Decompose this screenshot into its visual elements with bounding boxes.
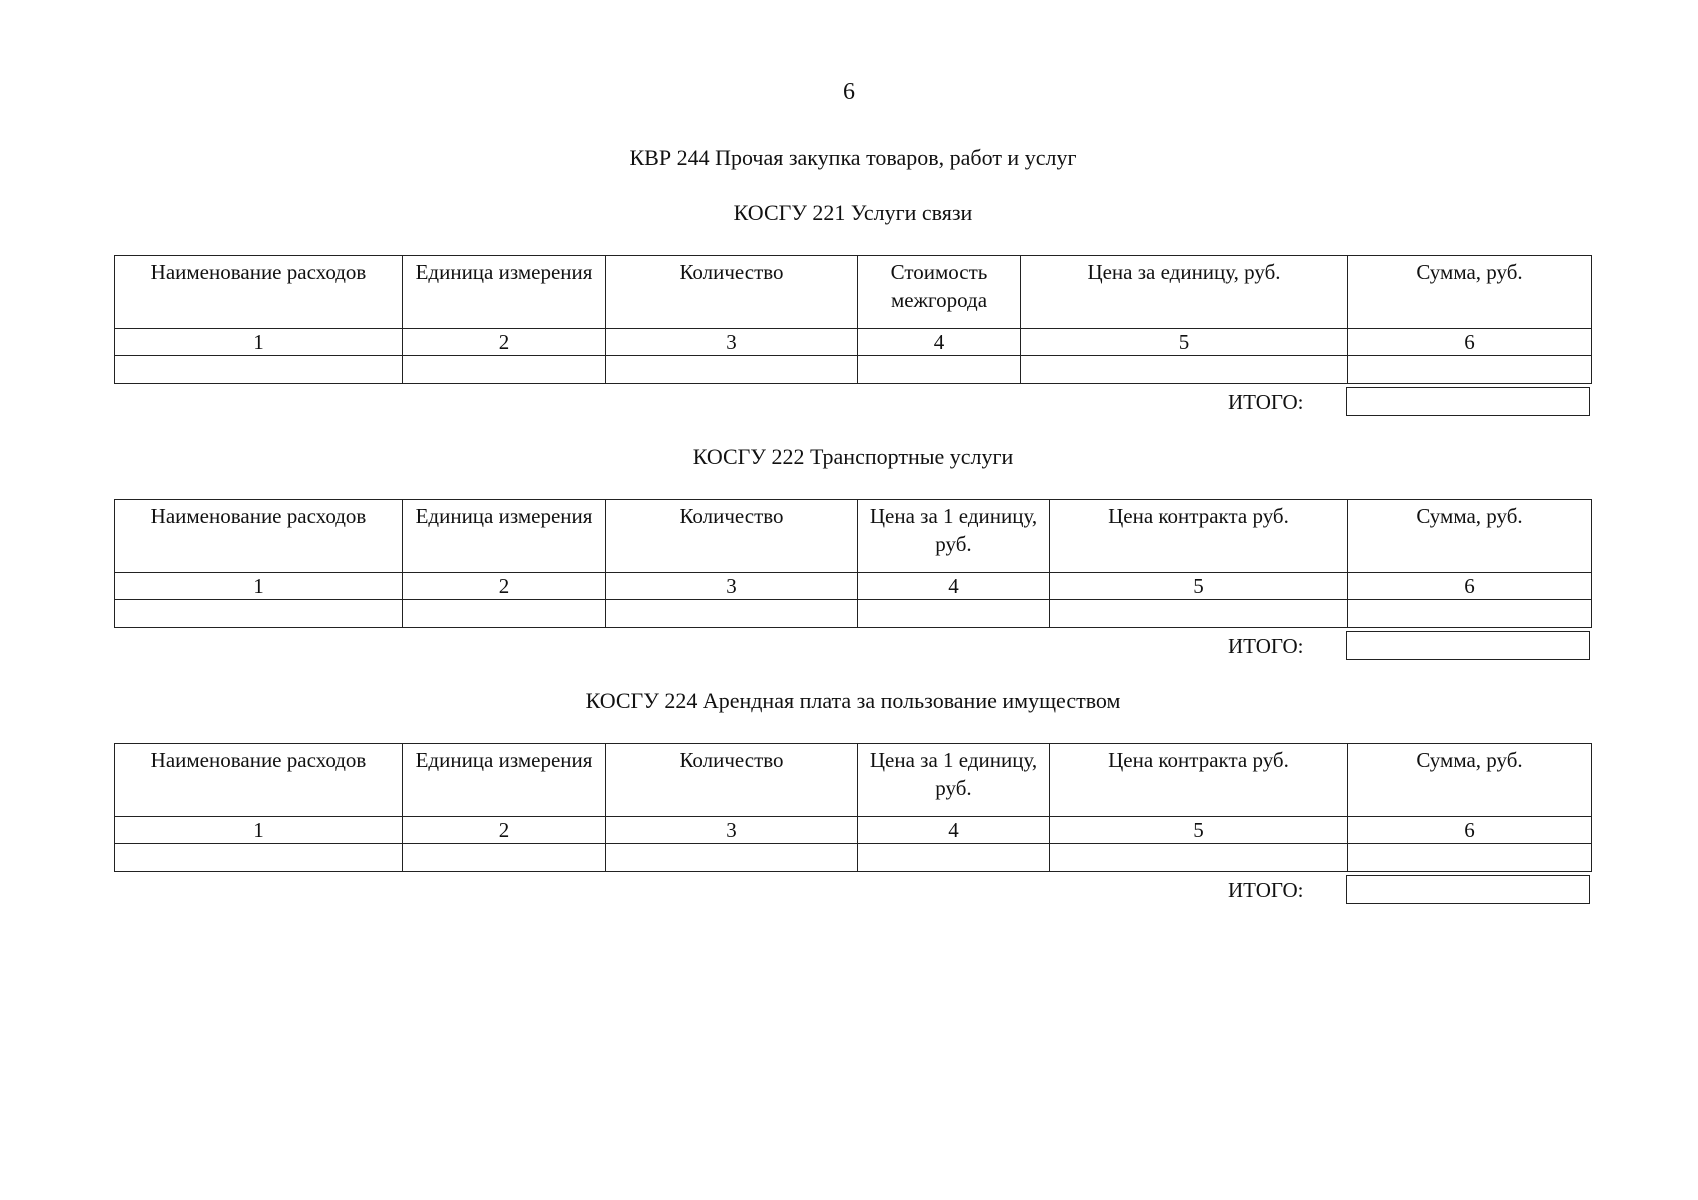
data-entry-cell[interactable] [115,844,403,872]
column-number-cell: 1 [115,573,403,600]
header-cell: Цена за единицу, руб. [1021,256,1348,329]
column-number-cell: 6 [1348,329,1592,356]
header-cell: Наименование расходов [115,744,403,817]
column-number-cell: 5 [1021,329,1348,356]
header-cell: Единица измерения [403,744,606,817]
header-cell: Наименование расходов [115,256,403,329]
header-cell: Сумма, руб. [1348,500,1592,573]
column-number-cell: 4 [858,817,1050,844]
data-entry-cell[interactable] [403,844,606,872]
section-heading-222: КОСГУ 222 Транспортные услуги [692,444,1014,469]
column-number-cell: 3 [606,817,858,844]
section-heading-221: КОСГУ 221 Услуги связи [733,200,973,225]
column-number-cell: 5 [1050,817,1348,844]
data-entry-cell[interactable] [606,844,858,872]
total-label: ИТОГО: [1228,634,1304,658]
data-entry-row [115,844,1592,872]
total-label: ИТОГО: [1228,390,1304,414]
data-entry-row [115,356,1592,384]
column-number-cell: 2 [403,329,606,356]
header-cell: Стоимость межгорода [858,256,1021,329]
column-number-cell: 3 [606,329,858,356]
header-cell: Сумма, руб. [1348,744,1592,817]
total-label: ИТОГО: [1228,878,1304,902]
data-entry-cell[interactable] [403,600,606,628]
column-number-cell: 1 [115,817,403,844]
data-entry-cell[interactable] [858,844,1050,872]
column-number-cell: 6 [1348,573,1592,600]
total-value-field[interactable] [1346,631,1590,660]
page-number: 6 [843,79,855,105]
data-entry-row [115,600,1592,628]
table-kosgu-221 [114,255,1592,384]
column-number-cell: 4 [858,329,1021,356]
table-kosgu-224 [114,743,1592,872]
column-number-row [115,329,1592,356]
column-number-cell: 2 [403,817,606,844]
data-entry-cell[interactable] [1050,600,1348,628]
data-entry-cell[interactable] [606,356,858,384]
data-entry-cell[interactable] [115,356,403,384]
section-heading-224: КОСГУ 224 Арендная плата за пользование имуществом [585,688,1121,713]
column-number-row [115,573,1592,600]
data-entry-cell[interactable] [1348,356,1592,384]
data-entry-cell[interactable] [1021,356,1348,384]
table-header-row [115,500,1592,573]
data-entry-cell[interactable] [1348,844,1592,872]
header-cell: Цена за 1 единицу, руб. [858,500,1050,573]
header-cell: Цена контракта руб. [1050,744,1348,817]
data-entry-cell[interactable] [403,356,606,384]
total-value-field[interactable] [1346,387,1590,416]
header-cell: Цена контракта руб. [1050,500,1348,573]
header-cell: Количество [606,744,858,817]
data-entry-cell[interactable] [115,600,403,628]
data-entry-cell[interactable] [1348,600,1592,628]
column-number-cell: 4 [858,573,1050,600]
column-number-cell: 3 [606,573,858,600]
column-number-cell: 6 [1348,817,1592,844]
table-kosgu-222 [114,499,1592,628]
table-header-row [115,256,1592,329]
header-cell: Количество [606,500,858,573]
header-cell: Цена за 1 единицу, руб. [858,744,1050,817]
header-cell: Количество [606,256,858,329]
data-entry-cell[interactable] [858,356,1021,384]
data-entry-cell[interactable] [1050,844,1348,872]
column-number-cell: 5 [1050,573,1348,600]
header-cell: Сумма, руб. [1348,256,1592,329]
header-cell: Единица измерения [403,256,606,329]
header-cell: Единица измерения [403,500,606,573]
table-header-row [115,744,1592,817]
column-number-row [115,817,1592,844]
data-entry-cell[interactable] [606,600,858,628]
column-number-cell: 1 [115,329,403,356]
document-title: КВР 244 Прочая закупка товаров, работ и услуг [629,145,1077,170]
header-cell: Наименование расходов [115,500,403,573]
data-entry-cell[interactable] [858,600,1050,628]
total-value-field[interactable] [1346,875,1590,904]
column-number-cell: 2 [403,573,606,600]
